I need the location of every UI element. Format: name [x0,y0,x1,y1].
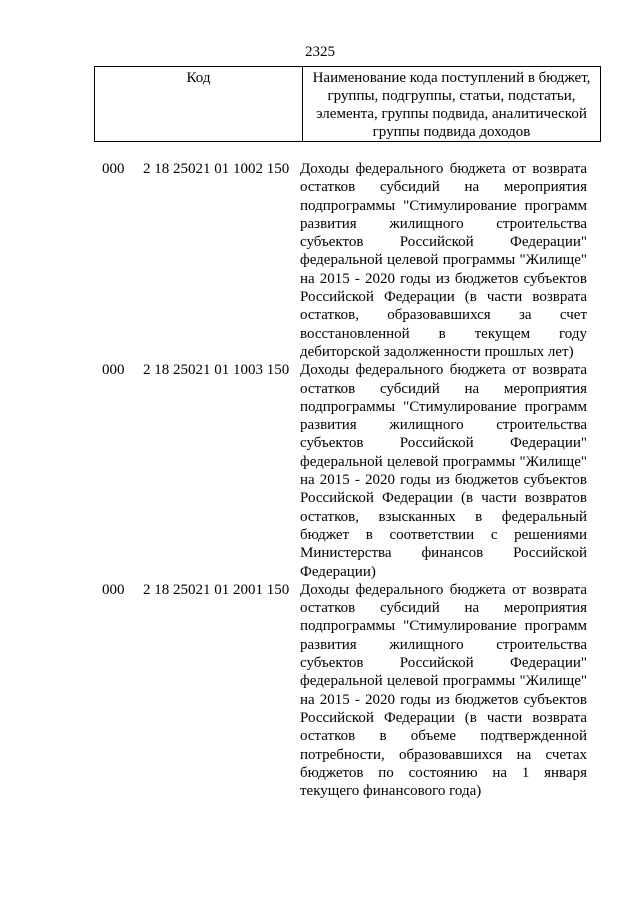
table-header [94,66,601,142]
revenue-description: Доходы федерального бюджета от возврата остатков субсидий на мероприятия подпрограммы "Стимулирование программ развития жилищного строительства субъектов Российской Федерации" федеральной целевой программы "Жилище" на 2015 - 2020 годы из бюджетов субъектов Российской Федерации (в части возврата остатков в объеме подтвержденной потребности, образовавшихся на счетах бюджетов по состоянию на 1 января текущего финансового года) [300,581,587,800]
page-number: 2325 [305,44,335,60]
table-row [0,581,640,801]
table-row [0,361,640,581]
header-row [95,67,601,142]
revenue-description: Доходы федерального бюджета от возврата остатков субсидий на мероприятия подпрограммы "Стимулирование программ развития жилищного строительства субъектов Российской Федерации" федеральной целевой программы "Жилище" на 2015 - 2020 годы из бюджетов субъектов Российской Федерации (в части возвратов остатков, взысканных в федеральный бюджет в соответствии с решениями Министерства финансов Российской Федерации) [300,362,587,580]
admin-code: 000 [102,362,125,379]
revenue-code-list [0,160,640,800]
table-row [0,160,640,361]
admin-code: 000 [102,581,125,598]
admin-code: 000 [102,161,125,177]
revenue-code: 2 18 25021 01 2001 150 [143,581,290,598]
revenue-code: 2 18 25021 01 1003 150 [143,362,290,379]
revenue-description: Доходы федерального бюджета от возврата остатков субсидий на мероприятия подпрограммы "Стимулирование программ развития жилищного строительства субъектов Российской Федерации" федеральной целевой программы "Жилище" на 2015 - 2020 годы из бюджетов субъектов Российской Федерации (в части возврата остатков, образовавшихся за счет восстановленной в текущем году дебиторской задолженности прошлых лет) [300,161,587,360]
header-code-cell: Код [95,67,303,142]
header-name-cell: Наименование кода поступлений в бюджет, группы, подгруппы, статьи, подстатьи, элемента, группы подвида, аналитической группы подвида доходов [303,67,601,142]
revenue-code: 2 18 25021 01 1002 150 [143,161,290,177]
